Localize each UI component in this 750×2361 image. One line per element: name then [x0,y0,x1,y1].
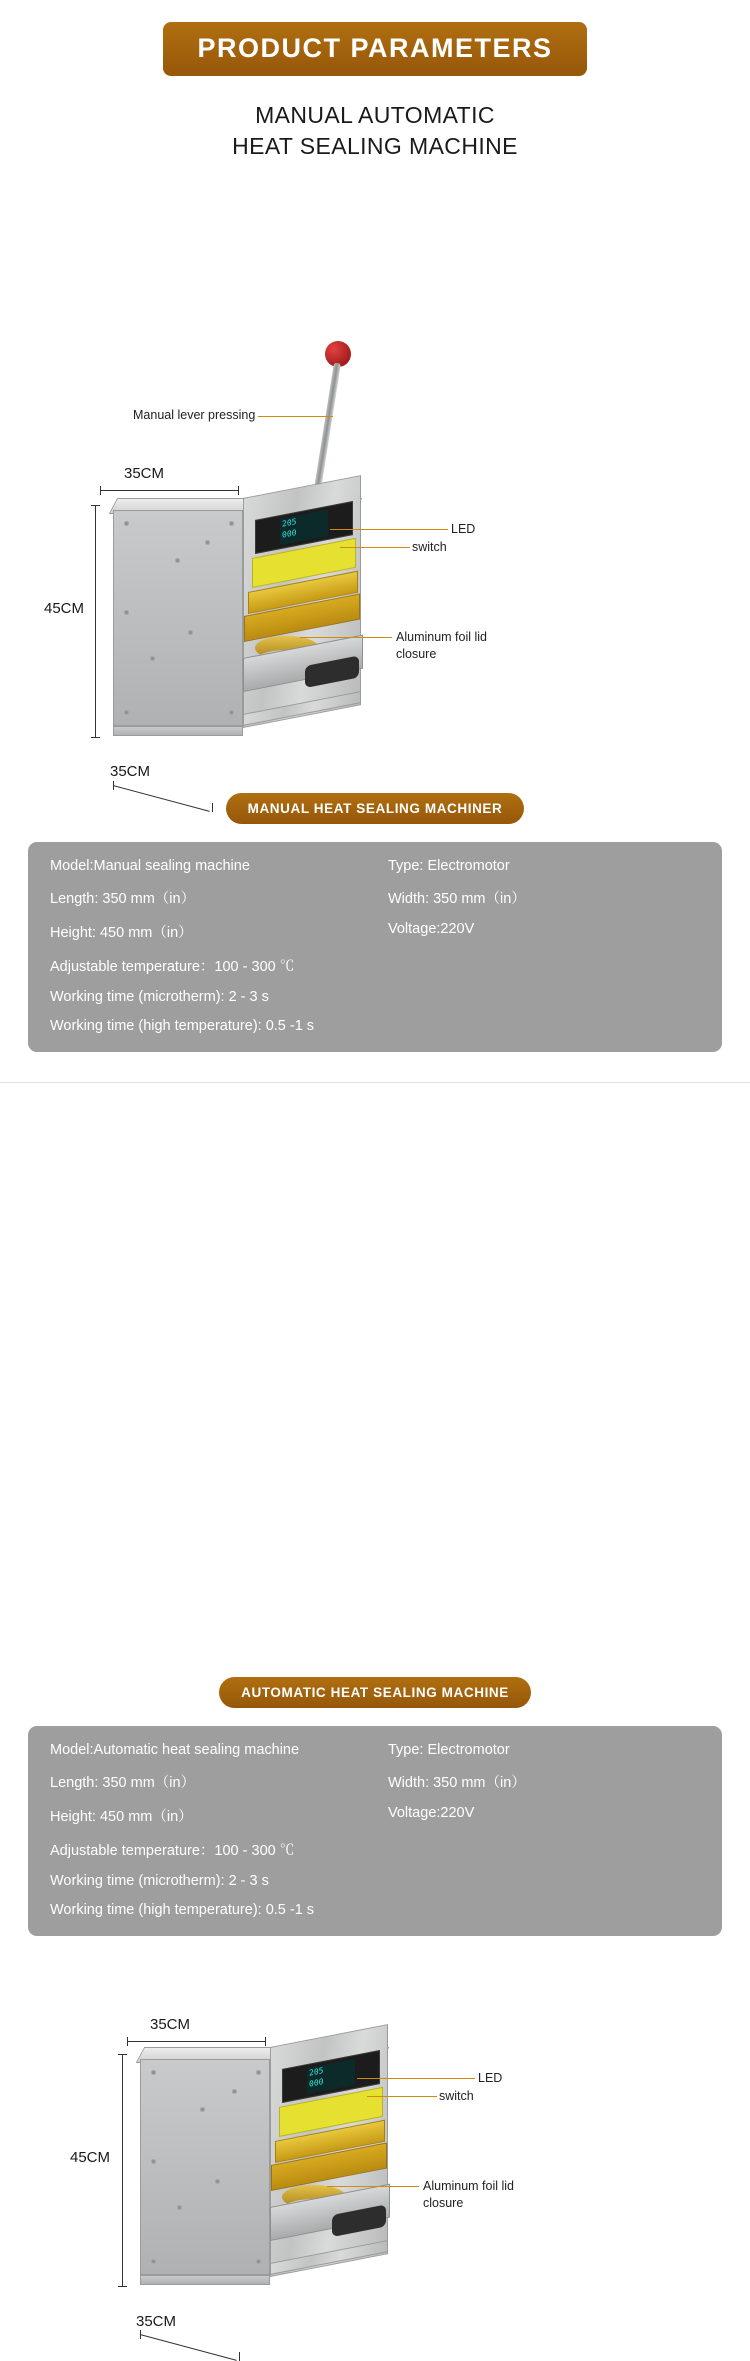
spec-width: Width: 350 mm（in） [388,891,526,907]
spec-width-2: Width: 350 mm（in） [388,1775,526,1791]
callout-switch-2: switch [439,2089,474,2103]
banner-container [0,0,750,76]
spec-model: Model:Manual sealing machine [50,858,250,874]
machine-left-panel-2 [140,2059,270,2275]
bolt-icon [188,630,193,635]
spec-working-time-high-2: Working time (high temperature): 0.5 -1 s [50,1902,315,1918]
spec-row [50,1805,700,1826]
spec-row [50,921,700,942]
automatic-section-pill: AUTOMATIC HEAT SEALING MACHINE [219,1677,531,1708]
spec-row [50,1839,700,1860]
lcd-temperature-2: 205 [309,2065,324,2078]
bolt-icon [229,521,234,526]
dimension-left-bar-2 [122,2054,123,2286]
manual-machine-figure [0,180,750,780]
lcd-time: 000 [282,527,297,540]
spec-length-2: Length: 350 mm（in） [50,1775,196,1791]
dimension-tick [100,486,101,495]
dimension-tick [212,803,213,812]
dimension-top-label: 35CM [124,465,165,482]
callout-line-foil [300,637,392,638]
page-title-banner: PRODUCT PARAMETERS [163,22,586,76]
dimension-top-bar-2 [127,2041,265,2042]
callout-led-2: LED [478,2071,503,2085]
bolt-icon [256,2070,261,2075]
machine-left-panel [113,510,243,726]
callout-aluminum-foil [396,629,506,663]
bolt-icon [232,2089,237,2094]
dimension-top-bar [100,490,238,491]
callout-line-foil-2 [327,2186,419,2187]
spec-model-2: Model:Automatic heat sealing machine [50,1742,300,1758]
callout-foil-line-1-2: Aluminum foil lid [423,2179,515,2193]
dimension-tick [239,2352,240,2361]
machine-base-left [113,726,243,736]
automatic-spec-box [28,1726,722,1936]
spec-row [50,1742,700,1758]
spec-working-time-microtherm-2: Working time (microtherm): 2 - 3 s [50,1873,269,1889]
bolt-icon [124,710,129,715]
bolt-icon [200,2107,205,2112]
spec-temperature-2: Adjustable temperature：100 - 300 ℃ [50,1843,295,1859]
dimension-bottom-bar-2 [140,2334,237,2361]
spec-row [50,1771,700,1792]
callout-line-lever [258,416,333,417]
callout-aluminum-foil-2 [423,2178,533,2212]
bolt-icon [205,540,210,545]
dimension-tick [91,505,100,506]
dimension-tick [91,737,100,738]
lcd-display-2 [307,2059,355,2094]
lcd-time-2: 000 [309,2076,324,2089]
bolt-icon [256,2259,261,2264]
bolt-icon [124,610,129,615]
dimension-tick [140,2330,141,2339]
callout-led: LED [451,522,476,536]
spec-row [50,955,700,976]
callout-foil-line-1: Aluminum foil lid [396,630,488,644]
bolt-icon [177,2205,182,2210]
spec-height: Height: 450 mm（in） [50,925,193,941]
dimension-left-label: 45CM [44,600,85,617]
machine-base-left-2 [140,2275,270,2285]
bolt-icon [151,2070,156,2075]
spec-voltage-2: Voltage:220V [388,1805,475,1821]
dimension-left-label-2: 45CM [70,2149,111,2166]
bolt-icon [151,2259,156,2264]
spec-row [50,1902,700,1918]
manual-spec-box [28,842,722,1052]
lcd-temperature: 205 [282,516,297,529]
bolt-icon [150,656,155,661]
callout-line-switch-2 [367,2096,437,2097]
spec-working-time-high: Working time (high temperature): 0.5 -1 s [50,1018,315,1034]
spec-row [50,1873,700,1889]
callout-line-led [330,529,448,530]
spec-row [50,858,700,874]
spec-row [50,1018,700,1034]
bolt-icon [124,521,129,526]
dimension-tick [238,486,239,495]
spec-length: Length: 350 mm（in） [50,891,196,907]
subtitle-line-2: HEAT SEALING MACHINE [232,133,518,159]
dimension-tick [127,2037,128,2046]
spec-row [50,989,700,1005]
spec-temperature: Adjustable temperature：100 - 300 ℃ [50,959,295,975]
manual-section-pill-wrap [0,793,750,824]
spec-height-2: Height: 450 mm（in） [50,1809,193,1825]
spec-type-2: Type: Electromotor [388,1742,510,1758]
callout-line-switch [340,547,410,548]
page-subtitle [0,100,750,162]
spec-type: Type: Electromotor [388,858,510,874]
callout-foil-line-2-2: closure [423,2196,464,2210]
spec-working-time-microtherm: Working time (microtherm): 2 - 3 s [50,989,269,1005]
dimension-tick [118,2054,127,2055]
callout-switch: switch [412,540,447,554]
bolt-icon [151,2159,156,2164]
callout-manual-lever: Manual lever pressing [133,408,256,422]
dimension-top-label-2: 35CM [150,2016,191,2033]
spec-row [50,887,700,908]
section-divider [0,1082,750,1083]
bolt-icon [215,2179,220,2184]
dimension-bottom-label: 35CM [110,763,151,780]
subtitle-line-1: MANUAL AUTOMATIC [255,102,495,128]
dimension-tick [265,2037,266,2046]
automatic-section-pill-wrap [0,1677,750,1708]
bolt-icon [175,558,180,563]
dimension-bottom-label-2: 35CM [136,2313,177,2330]
manual-section-pill: MANUAL HEAT SEALING MACHINER [226,793,525,824]
callout-foil-line-2: closure [396,647,437,661]
dimension-left-bar [95,505,96,737]
spec-voltage: Voltage:220V [388,921,475,937]
bolt-icon [229,710,234,715]
dimension-tick [118,2286,127,2287]
dimension-tick [113,781,114,790]
lcd-display [280,510,328,545]
callout-line-led-2 [357,2078,475,2079]
